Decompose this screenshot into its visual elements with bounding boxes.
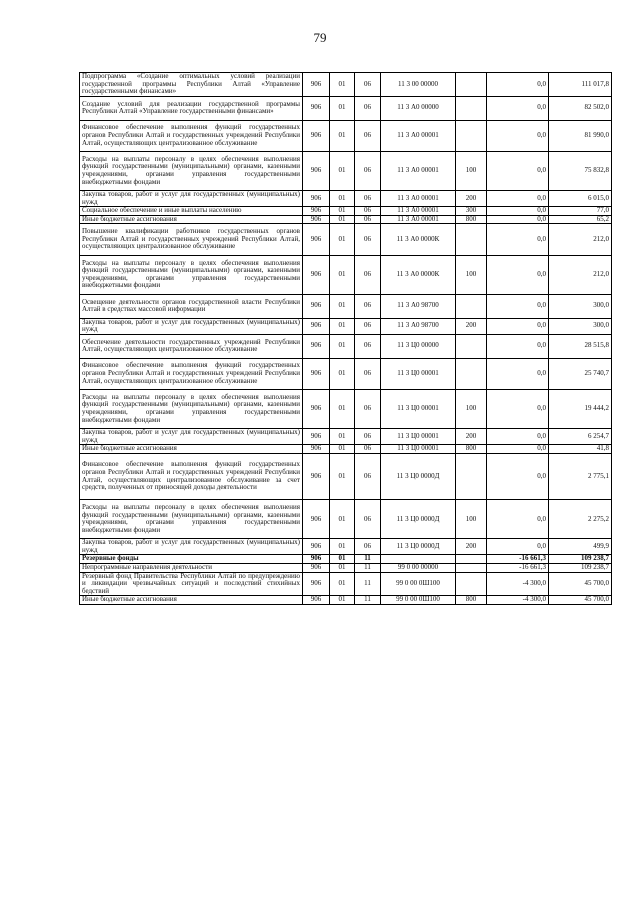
row-subsection-cell: 06 (355, 445, 381, 454)
table-row (80, 224, 612, 255)
row-name-cell: Финансовое обеспечение выполнения функций государственных органов Республики Алтай и государственных учреждений Республики Алтай, осуществляющих централизованное обслуживание (80, 120, 303, 151)
row-section-cell: 01 (330, 389, 355, 428)
row-code-cell: 906 (303, 389, 330, 428)
row-amount-change-cell: 0,0 (487, 120, 549, 151)
row-name-cell: Закупка товаров, работ и услуг для государственных (муниципальных) нужд (80, 539, 303, 555)
row-subsection-cell: 11 (355, 596, 381, 605)
row-code-cell: 906 (303, 294, 330, 318)
row-name-cell: Резервный фонд Правительства Республики Алтай по предупреждению и ликвидации чрезвычайных ситуаций и последствий стихийных бедствий (80, 572, 303, 596)
row-vr-cell: 200 (456, 190, 487, 206)
row-name-cell: Закупка товаров, работ и услуг для государственных (муниципальных) нужд (80, 428, 303, 444)
row-amount-total-cell: 109 238,7 (549, 555, 612, 564)
budget-table-body (80, 73, 612, 605)
row-code-cell: 906 (303, 539, 330, 555)
row-code-cell: 906 (303, 500, 330, 539)
row-section-cell: 01 (330, 151, 355, 190)
table-row (80, 500, 612, 539)
row-amount-total-cell: 212,0 (549, 224, 612, 255)
table-row (80, 73, 612, 97)
row-amount-change-cell: 0,0 (487, 73, 549, 97)
row-amount-change-cell: 0,0 (487, 215, 549, 224)
row-amount-change-cell: 0,0 (487, 318, 549, 334)
row-section-cell: 01 (330, 564, 355, 573)
row-amount-total-cell: 6 015,0 (549, 190, 612, 206)
row-subsection-cell: 06 (355, 190, 381, 206)
row-section-cell: 01 (330, 453, 355, 500)
table-row (80, 207, 612, 216)
row-subsection-cell: 06 (355, 151, 381, 190)
row-name-cell: Непрограммные направления деятельности (80, 564, 303, 573)
row-code-cell: 906 (303, 151, 330, 190)
row-subsection-cell: 06 (355, 539, 381, 555)
row-vr-cell: 100 (456, 500, 487, 539)
row-amount-total-cell: 75 832,8 (549, 151, 612, 190)
row-csr-cell: 11 3 Ц0 00001 (381, 428, 456, 444)
row-section-cell: 01 (330, 207, 355, 216)
row-section-cell: 01 (330, 96, 355, 120)
budget-table (79, 72, 612, 605)
row-vr-cell: 100 (456, 389, 487, 428)
row-csr-cell: 11 3 Ц0 0000Д (381, 453, 456, 500)
row-vr-cell (456, 334, 487, 358)
row-amount-change-cell: -4 300,0 (487, 572, 549, 596)
row-vr-cell (456, 120, 487, 151)
row-name-cell: Иные бюджетные ассигнования (80, 445, 303, 454)
table-row (80, 96, 612, 120)
table-row (80, 555, 612, 564)
row-name-cell: Иные бюджетные ассигнования (80, 596, 303, 605)
row-name-cell: Расходы на выплаты персоналу в целях обеспечения выполнения функций государственными (муниципальными) органами, казенными учреждениями, органами управления государственными внебюджетными фондами (80, 151, 303, 190)
row-name-cell: Финансовое обеспечение выполнения функций государственных органов Республики Алтай и государственных учреждений Республики Алтай, осуществляющих централизованное обслуживание (80, 358, 303, 389)
row-section-cell: 01 (330, 190, 355, 206)
row-code-cell: 906 (303, 224, 330, 255)
row-amount-change-cell: 0,0 (487, 428, 549, 444)
row-amount-total-cell: 45 700,0 (549, 572, 612, 596)
row-amount-total-cell: 28 515,8 (549, 334, 612, 358)
row-csr-cell: 11 3 А0 00000 (381, 96, 456, 120)
table-row (80, 255, 612, 294)
row-csr-cell: 99 0 00 00000 (381, 564, 456, 573)
table-row (80, 453, 612, 500)
table-row (80, 389, 612, 428)
row-amount-total-cell: 82 502,0 (549, 96, 612, 120)
row-code-cell: 906 (303, 572, 330, 596)
row-section-cell: 01 (330, 255, 355, 294)
row-amount-change-cell: 0,0 (487, 294, 549, 318)
row-amount-total-cell: 109 238,7 (549, 564, 612, 573)
row-name-cell: Социальное обеспечение и иные выплаты населению (80, 207, 303, 216)
row-amount-total-cell: 41,8 (549, 445, 612, 454)
row-amount-change-cell: 0,0 (487, 224, 549, 255)
row-section-cell: 01 (330, 215, 355, 224)
row-section-cell: 01 (330, 596, 355, 605)
row-code-cell: 906 (303, 428, 330, 444)
row-code-cell: 906 (303, 596, 330, 605)
row-vr-cell: 300 (456, 207, 487, 216)
row-subsection-cell: 06 (355, 73, 381, 97)
row-vr-cell: 100 (456, 151, 487, 190)
row-vr-cell (456, 564, 487, 573)
row-vr-cell: 800 (456, 445, 487, 454)
table-row (80, 294, 612, 318)
row-section-cell: 01 (330, 539, 355, 555)
table-row (80, 318, 612, 334)
row-subsection-cell: 06 (355, 389, 381, 428)
row-name-cell: Расходы на выплаты персоналу в целях обеспечения выполнения функций государственными (муниципальными) органами, казенными учреждениями, органами управления государственными внебюджетными фондами (80, 255, 303, 294)
row-code-cell: 906 (303, 453, 330, 500)
row-vr-cell (456, 572, 487, 596)
page-number: 79 (313, 30, 327, 45)
row-csr-cell: 11 3 А0 00001 (381, 151, 456, 190)
table-row (80, 445, 612, 454)
row-csr-cell: 11 3 Ц0 00001 (381, 358, 456, 389)
row-csr-cell: 99 0 00 0Ш100 (381, 572, 456, 596)
row-vr-cell: 200 (456, 428, 487, 444)
row-subsection-cell: 06 (355, 255, 381, 294)
row-csr-cell: 11 3 Ц0 00001 (381, 389, 456, 428)
row-amount-total-cell: 77,0 (549, 207, 612, 216)
row-amount-change-cell: -4 300,0 (487, 596, 549, 605)
row-amount-total-cell: 300,0 (549, 318, 612, 334)
row-csr-cell: 11 3 А0 0000К (381, 255, 456, 294)
row-subsection-cell: 06 (355, 358, 381, 389)
row-vr-cell (456, 453, 487, 500)
row-subsection-cell: 11 (355, 555, 381, 564)
row-amount-total-cell: 6 254,7 (549, 428, 612, 444)
row-code-cell: 906 (303, 445, 330, 454)
row-vr-cell (456, 294, 487, 318)
row-code-cell: 906 (303, 190, 330, 206)
row-amount-total-cell: 81 990,0 (549, 120, 612, 151)
row-subsection-cell: 06 (355, 215, 381, 224)
row-name-cell: Финансовое обеспечение выполнения функций государственных органов Республики Алтай и государственных учреждений Республики Алтай, осуществляющих централизованное обслуживание за счет средств, полученных от приносящей доходы деятельности (80, 453, 303, 500)
row-csr-cell: 99 0 00 0Ш100 (381, 596, 456, 605)
table-row (80, 215, 612, 224)
row-subsection-cell: 11 (355, 572, 381, 596)
row-code-cell: 906 (303, 96, 330, 120)
table-row (80, 151, 612, 190)
row-csr-cell: 11 3 А0 00001 (381, 190, 456, 206)
row-amount-change-cell: 0,0 (487, 96, 549, 120)
row-section-cell: 01 (330, 120, 355, 151)
table-row (80, 572, 612, 596)
row-name-cell: Расходы на выплаты персоналу в целях обеспечения выполнения функций государственными (муниципальными) органами, казенными учреждениями, органами управления государственными внебюджетными фондами (80, 500, 303, 539)
row-code-cell: 906 (303, 555, 330, 564)
row-amount-total-cell: 19 444,2 (549, 389, 612, 428)
row-name-cell: Обеспечение деятельности государственных учреждений Республики Алтай, осуществляющих централизованное обслуживание (80, 334, 303, 358)
row-vr-cell (456, 555, 487, 564)
row-amount-total-cell: 45 700,0 (549, 596, 612, 605)
row-code-cell: 906 (303, 255, 330, 294)
row-amount-total-cell: 2 275,2 (549, 500, 612, 539)
row-section-cell: 01 (330, 572, 355, 596)
row-amount-total-cell: 111 017,8 (549, 73, 612, 97)
table-row (80, 190, 612, 206)
row-amount-change-cell: -16 661,3 (487, 564, 549, 573)
row-vr-cell: 100 (456, 255, 487, 294)
table-row (80, 596, 612, 605)
row-section-cell: 01 (330, 428, 355, 444)
row-csr-cell: 11 3 Ц0 0000Д (381, 539, 456, 555)
row-amount-total-cell: 2 775,1 (549, 453, 612, 500)
row-amount-change-cell: 0,0 (487, 255, 549, 294)
row-amount-change-cell: -16 661,3 (487, 555, 549, 564)
table-row (80, 334, 612, 358)
row-amount-change-cell: 0,0 (487, 453, 549, 500)
row-name-cell: Повышение квалификации работников государственных органов Республики Алтай и государственных учреждений Республики Алтай, осуществляющих централизованное обслуживание (80, 224, 303, 255)
row-name-cell: Расходы на выплаты персоналу в целях обеспечения выполнения функций государственными (муниципальными) органами, казенными учреждениями, органами управления государственными внебюджетными фондами (80, 389, 303, 428)
row-name-cell: Освещение деятельности органов государственной власти Республики Алтай в средствах массовой информации (80, 294, 303, 318)
row-csr-cell: 11 3 А0 0000К (381, 224, 456, 255)
row-csr-cell: 11 3 А0 98700 (381, 318, 456, 334)
row-vr-cell: 800 (456, 215, 487, 224)
row-amount-change-cell: 0,0 (487, 151, 549, 190)
table-row (80, 358, 612, 389)
row-section-cell: 01 (330, 294, 355, 318)
row-section-cell: 01 (330, 358, 355, 389)
row-name-cell: Иные бюджетные ассигнования (80, 215, 303, 224)
row-subsection-cell: 11 (355, 564, 381, 573)
row-amount-change-cell: 0,0 (487, 539, 549, 555)
row-csr-cell: 11 3 00 00000 (381, 73, 456, 97)
row-csr-cell: 11 3 Ц0 00001 (381, 445, 456, 454)
row-vr-cell (456, 96, 487, 120)
row-name-cell: Резервные фонды (80, 555, 303, 564)
row-amount-change-cell: 0,0 (487, 207, 549, 216)
row-amount-change-cell: 0,0 (487, 334, 549, 358)
row-section-cell: 01 (330, 445, 355, 454)
row-code-cell: 906 (303, 207, 330, 216)
row-subsection-cell: 06 (355, 453, 381, 500)
row-vr-cell: 200 (456, 539, 487, 555)
row-subsection-cell: 06 (355, 500, 381, 539)
row-name-cell: Подпрограмма «Создание оптимальных условий реализации государственной программы Республики Алтай «Управление государственными финансами» (80, 73, 303, 97)
row-amount-change-cell: 0,0 (487, 358, 549, 389)
row-amount-total-cell: 65,2 (549, 215, 612, 224)
row-section-cell: 01 (330, 224, 355, 255)
row-code-cell: 906 (303, 318, 330, 334)
row-amount-change-cell: 0,0 (487, 389, 549, 428)
row-vr-cell: 200 (456, 318, 487, 334)
row-amount-change-cell: 0,0 (487, 190, 549, 206)
row-subsection-cell: 06 (355, 96, 381, 120)
row-csr-cell: 11 3 А0 00001 (381, 215, 456, 224)
row-amount-total-cell: 499,9 (549, 539, 612, 555)
row-csr-cell: 11 3 Ц0 00000 (381, 334, 456, 358)
row-section-cell: 01 (330, 555, 355, 564)
table-row (80, 539, 612, 555)
row-subsection-cell: 06 (355, 294, 381, 318)
table-row (80, 428, 612, 444)
row-section-cell: 01 (330, 318, 355, 334)
row-subsection-cell: 06 (355, 318, 381, 334)
row-subsection-cell: 06 (355, 207, 381, 216)
row-section-cell: 01 (330, 500, 355, 539)
row-csr-cell: 11 3 Ц0 0000Д (381, 500, 456, 539)
row-vr-cell: 800 (456, 596, 487, 605)
row-amount-total-cell: 25 740,7 (549, 358, 612, 389)
row-name-cell: Закупка товаров, работ и услуг для государственных (муниципальных) нужд (80, 318, 303, 334)
row-code-cell: 906 (303, 358, 330, 389)
row-amount-change-cell: 0,0 (487, 500, 549, 539)
row-vr-cell (456, 224, 487, 255)
row-subsection-cell: 06 (355, 428, 381, 444)
row-code-cell: 906 (303, 73, 330, 97)
row-code-cell: 906 (303, 564, 330, 573)
row-code-cell: 906 (303, 334, 330, 358)
row-csr-cell: 11 3 А0 00001 (381, 207, 456, 216)
row-section-cell: 01 (330, 334, 355, 358)
row-amount-total-cell: 300,0 (549, 294, 612, 318)
row-subsection-cell: 06 (355, 120, 381, 151)
table-row (80, 120, 612, 151)
row-csr-cell: 11 3 А0 98700 (381, 294, 456, 318)
row-vr-cell (456, 358, 487, 389)
row-name-cell: Закупка товаров, работ и услуг для государственных (муниципальных) нужд (80, 190, 303, 206)
row-vr-cell (456, 73, 487, 97)
row-amount-total-cell: 212,0 (549, 255, 612, 294)
row-section-cell: 01 (330, 73, 355, 97)
row-csr-cell: 11 3 А0 00001 (381, 120, 456, 151)
row-name-cell: Создание условий для реализации государственной программы Республики Алтай «Управление государственными финансами» (80, 96, 303, 120)
row-subsection-cell: 06 (355, 224, 381, 255)
row-subsection-cell: 06 (355, 334, 381, 358)
row-code-cell: 906 (303, 215, 330, 224)
row-amount-change-cell: 0,0 (487, 445, 549, 454)
row-csr-cell (381, 555, 456, 564)
table-row (80, 564, 612, 573)
row-code-cell: 906 (303, 120, 330, 151)
